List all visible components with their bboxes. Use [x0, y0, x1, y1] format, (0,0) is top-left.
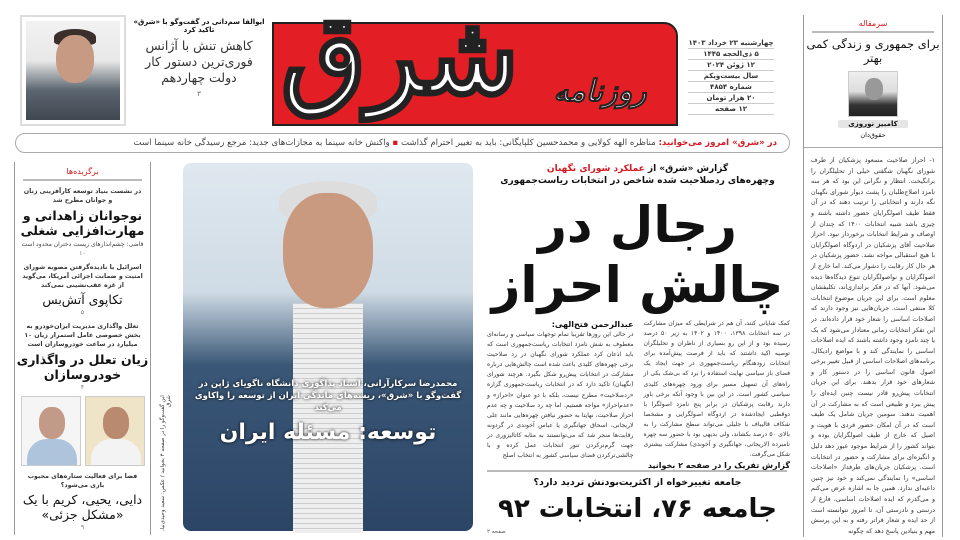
page-count: ۱۲ صفحه	[688, 104, 774, 115]
top-story-kicker: ایوالفا سم‌دانی در گفت‌وگو با «شرق» تاکید کرد	[133, 18, 265, 34]
bottom-story-page: صفحه ۲	[487, 529, 506, 535]
highlight-title[interactable]: نوجوانان زاهدانی و مهارت‌افزایی شغلی	[20, 208, 145, 238]
feature-caption: محمدرضا سرکارآرانی، استاد پداگوژی دانشگاه ناگویای ژاپن در گفت‌وگو با «شرق»، ریشه‌های ماندگی ایران از توسعه را واکاوی می‌کند	[194, 379, 462, 413]
lead-kicker-line2: وچهره‌های ردصلاحیت شده شاخص در انتخابات ریاست‌جمهوری	[500, 176, 775, 186]
highlights-column	[14, 162, 151, 535]
lead-kicker-red: عملکرد شورای نگهبان	[546, 164, 645, 174]
newspaper-logo	[270, 0, 680, 128]
feature-caption-block	[193, 378, 463, 446]
interviewee-photo[interactable]	[20, 15, 126, 126]
editorial-title[interactable]: برای جمهوری و زندگی کمی بهتر	[806, 37, 940, 65]
top-story-title[interactable]: کاهش تنش با آژانس فوری‌ترین دستور کار دولت چهاردهم	[145, 38, 253, 85]
highlight-kicker: در نشست بنیاد توسعه کارآفرینی زنان و جوانان مطرح شد	[23, 188, 142, 204]
feature-title[interactable]: توسعه: مسئله ایران	[219, 420, 437, 445]
top-story[interactable]	[130, 18, 268, 98]
highlights-label: برگزیده‌ها	[66, 167, 99, 176]
ticker-item[interactable]: واکنش خانه سینما به مجازات‌های جدید: مرجع رسیدگی خانه سینما است	[133, 138, 390, 148]
player-photo	[21, 396, 81, 466]
lead-column-2	[643, 319, 791, 471]
lead-kicker	[485, 163, 790, 187]
highlight-title[interactable]: زیان تعلل در واگذاری خودروسازان	[16, 352, 149, 382]
lead-text: در حالی این روزها تقریبا تمام توجهات سیاسی و رسانه‌ای معطوف به شش نامزد انتخابات ریاست‌جمهوری است که باید اذعان کرد عملکرد شورای نگهبان در رد صلاحیت برخی چهره‌های کلیدی باعث شده است چالش‌هایی درباره مشارکت در انتخابات پیش‌رو شکل بگیرد. هرچند شورای (نگهبان) تاکید دارد که در انتخابات ریاست‌جمهوری گزاره «ردصلاحیت» مطرح نیست، بلکه با دو عنوان «احراز» و «عدم‌احراز» مواجه هستیم. اما چه رد صلاحیت و چه عدم احراز صلاحیت، نهایتا به حضور نیافتن چهره‌هایی مانند علی لاریجانی، اسحاق جهانگیری یا عباس آخوندی در گردونه رقابت‌ها منجر شد که می‌توانستند به مثابه کاتالیزوری در جهت گرم‌ترکردن تنور انتخابات عمل کرده و با چالشی‌ترکردن فضای سیاسی کشور به انتخاب اصلح	[487, 331, 634, 460]
lead-kicker-pre: گزارش «شرق» از	[647, 164, 729, 174]
divider	[487, 470, 787, 472]
lead-column-1	[487, 319, 634, 465]
highlight-page: ۵	[80, 309, 85, 316]
photo-side-note: این گفت‌وگو را در صفحه ۴ بخوانید / عکس: سعید وحیدی‌نیا، شرق	[160, 395, 172, 531]
editorial-column	[803, 15, 943, 537]
highlight-item[interactable]	[15, 187, 150, 257]
highlight-page: ۴	[80, 384, 85, 391]
logo-word: شرق	[280, 0, 520, 119]
in-this-issue-bar[interactable]	[15, 133, 790, 153]
divider	[23, 179, 142, 181]
issue-info	[688, 38, 774, 115]
top-story-page: ۳	[197, 90, 201, 98]
volume: سال بیست‌ویکم	[688, 71, 774, 82]
lead-author: عبدالرحمن فتح‌الهی:	[551, 320, 634, 329]
editorial-label: سرمقاله	[858, 19, 888, 28]
player-photo	[85, 396, 145, 466]
portrait-image	[26, 21, 120, 120]
price: ۲۰ هزار تومان	[688, 93, 774, 104]
bullet-icon: ▪	[389, 138, 399, 148]
lead-body	[487, 319, 791, 471]
divider	[812, 31, 934, 33]
author-role: حقوق‌دان	[860, 131, 886, 139]
highlight-title[interactable]: دایی، یحیی، کریم با یک «مشکل جزئی»	[22, 492, 143, 522]
highlight-sub: قاضی: چشم‌اندازهای زیست دختران محدود است	[21, 241, 144, 248]
face	[283, 193, 373, 308]
highlight-kicker: فضا برای فعالیت ستاره‌های محبوب بازی می‌شود؟	[27, 473, 138, 489]
highlight-item[interactable]	[15, 322, 150, 391]
highlight-page: ۹	[80, 524, 85, 531]
highlight-item[interactable]	[15, 263, 150, 316]
bottom-story-title[interactable]: جامعه ۷۶، انتخابات ۹۲	[497, 494, 777, 524]
date-gregorian: ۱۲ ژوئن ۲۰۲۴	[688, 60, 774, 71]
highlight-title[interactable]: تکاپوی آتش‌بس	[42, 292, 123, 307]
date-hijri: ۵ ذی‌الحجه ۱۴۴۵	[688, 49, 774, 60]
date-persian: چهارشنبه ۲۳ خرداد ۱۴۰۳	[688, 39, 774, 47]
ticker-lead: در «شرق» امروز می‌خوانید:	[658, 138, 777, 148]
issue-number: شماره ۴۸۵۴	[688, 82, 774, 93]
logo-subtitle: روزنامه	[553, 74, 647, 109]
highlight-kicker: تعلل واگذاری مدیریت ایران‌خودرو به بخش خصوصی عامل استمرار زیان ۱۰ میلیارد در ساعت خودروسازان است	[24, 323, 141, 348]
author-name: کامبیز نوروزی	[838, 120, 908, 128]
lead-headline[interactable]: رجال در چالش احراز	[491, 196, 784, 314]
highlight-page: ۱۰	[79, 250, 86, 257]
highlight-kicker: اسرائیل با نادیده‌گرفتن مصوبه شورای امنیت و ضمانت اجرائی آمریکا، می‌گوید از غزه عقب‌نشینی نمی‌کند	[22, 264, 143, 289]
ticker-item[interactable]: مناظره الهه کولایی و محمدحسین کلپایگانی: باید به تغییر احترام گذاشت	[400, 138, 656, 148]
read-more-link[interactable]: گزارش تفریک را در صفحه ۲ بخوانید	[647, 461, 790, 471]
feature-photo[interactable]	[183, 163, 473, 531]
editorial-body: ۱- احراز صلاحیت مسعود پزشکیان از طرف شورای نگهبان شگفتی خیلی از تحلیلگران را برانگیخت. انتظار و نگرانی این بود که هر سه نامزد اصلاح‌طلبان را پشت دیوار شورای نگهبان نگه دارند و انتخاباتی را ترتیب دهند که در آن فقط طیف اصولگرایان حضور داشته باشند و چیزی باشد شبیه انتخابات ۱۴۰۰ که چندان از اوصاف و شرایط انتخابات برخوردار نبود. احراز صلاحیت آقای پزشکیان در اردوگاه اصولگرایان با هیچ استقبالی مواجه نشد. حضور پزشکیان در هر حال کار رقابت را دشوار می‌کند. اما خارج از اصولگرایان و نواصولگرایان تنوع دیدگاه‌ها دیده می‌شود. آنها که در فکر براندازی‌اند، تکلیفشان معلوم است. برای این جریان موضوع انتخابات کلا منتفی است. جریان‌هایی نیز وجود دارند که اصلاحات اساسی را شعار خود قرار داده‌اند. در این تفکر انتخابات زمانی معنادار می‌شود که یک یا چند نامزد وجود داشته باشند که ایده اصلاحات اساسی را نمایندگی کند و با مواضع رادیکال، برنامه‌های اصلاحات اساسی از قبیل تغییر برخی اصول قانون اساسی را در دستور کار و شعارهای خود قرار بدهند. برای این جریان انتخابات پیش‌رو قادر نیست چنین ایده‌ای را پیش ببرد و طبیعی است که به مشارکت در آن اهمیت ندهند. سومین جریان شامل یک طیف است که در آن امکان حضور فردی با هویت و اصیل که خارج از طیف اصولگرایان بوده و بتواند کشور را از شرایط موجود عبور دهد دلیل و انگیزه‌ای برای مشارکت و حضور در انتخابات است. پزشکیان جریان‌های طرفدار «اصلاحات اساسی» را نمایندگی نمی‌کند و خود نیز چنین داعیه‌ای ندارد. همین جا به اشاره عرض می‌کنم و می‌گذرم که ایده اصلاحات اساسی، فارغ از درستی و نادرستی آن، تا امروز نتوانسته است از حد ایده و شعار فراتر رفته و به این پرسش مهم و بنیادین پاسخ دهد که چگونه	[804, 147, 942, 517]
sports-photos	[15, 396, 150, 466]
bottom-story-kicker: جامعه تغییرخواه از اکثریت‌بودنش تردید دارد؟	[533, 477, 742, 488]
lead-text: کمک شایانی کنند، آن هم در شرایطی که میزان مشارکت در سه انتخابات ۱۳۹۸، ۱۴۰۰ و ۱۴۰۲ به زیر ۵۰ درصد رسیده بود و از این رو بسیاری از ناظران و تحلیلگران توصیه اکید داشتند که باید از فرصت پیش‌آمده برای انتخابات زودهنگام ریاست‌جمهوری در جهت ایجاد یک فضای باز سیاسی نهایت استفاده را برد که بی‌شک یکی از راه‌های آن تسهیل مسیر برای ورود چهره‌های کلیدی سیاسی کشور است. در این بین با وجود آنکه برخی باور دارند رقابت پزشکیان در برابر پنج نامزد اصولگرا با دوقطبی ایجادشده در اردوگاه اصولگرایی و مشخصا شکاف قالیباف با جلیلی می‌تواند سطح مشارکت را به بالای ۵۰ درصد بکشاند، ولی بدیهی بود با حضور سه چهره نامبرده (لاریجانی، جهانگیری و آخوندی) مشارکت بیشتری شکل می‌گرفت.	[643, 320, 791, 459]
highlight-item[interactable]	[15, 472, 150, 531]
author-photo	[848, 71, 898, 117]
